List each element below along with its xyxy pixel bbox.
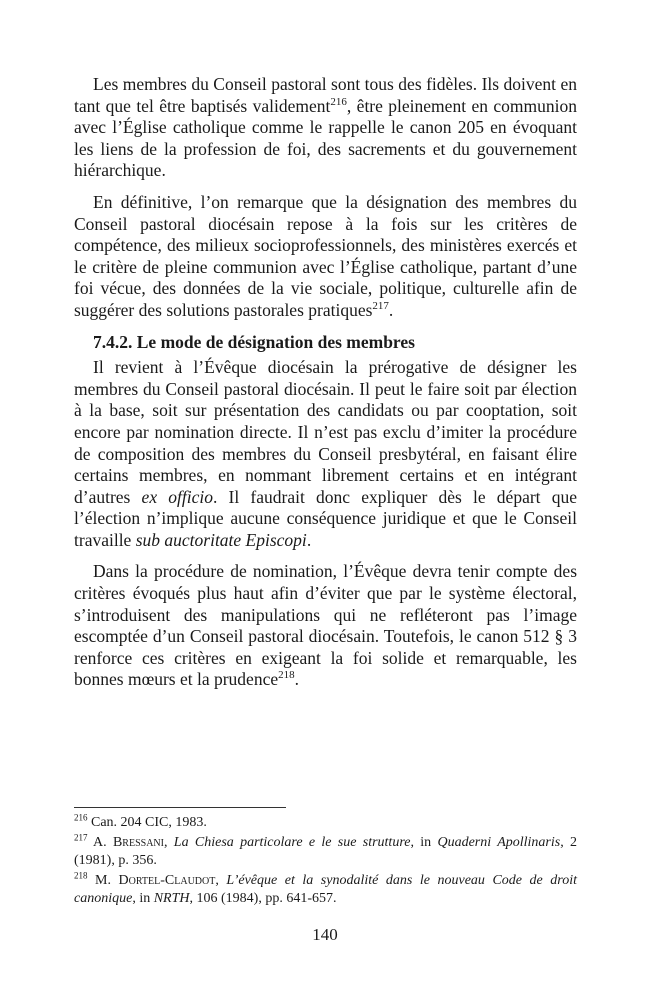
footnote-ref-217[interactable]: 217 bbox=[372, 300, 389, 313]
page-number: 140 bbox=[312, 925, 338, 944]
footnote-journal: Quaderni Apollinaris bbox=[437, 835, 561, 850]
footnote-ref-218[interactable]: 218 bbox=[278, 669, 295, 682]
paragraph-designation-mode: Il revient à l’Évêque diocésain la prérogative de désigner les membres du Conseil pastoral diocésain. Il peut le faire soit par élection à la base, soit sur présentation des candidats ou par cooptation, soit encore par nomination directe. Il n’est pas exclu d’imiter la procédure de composition des membres du Conseil presbytéral, en faisant élire certains membres, en nommant librement certains et en intégrant d’autres ex officio. Il faudrait donc expliquer dès le départ que l’élection n’implique aucune conséquence juridique et que le Conseil travaille sub auctoritate Episcopi. bbox=[74, 357, 577, 550]
footnote-author: Bressani bbox=[112, 835, 164, 850]
footnote-217: $^{217}$ A. Bressani, La Chiesa particolare e le sue strutture, in Quaderni Apollinaris, 2 (1981), p. 356. bbox=[74, 832, 578, 868]
paragraph-members-faithful: Les membres du Conseil pastoral sont tous des fidèles. Ils doivent en tant que tel être baptisés validement$^{216}$, être pleinement en communion avec l’Église catholique comme le rappelle le canon 205 en évoquant les liens de la profession de foi, des sacrements et du gouvernement hiérarchique. bbox=[74, 74, 577, 181]
footnote-journal: NRTH bbox=[153, 891, 190, 906]
footnote-218: $^{218}$ M. Dortel-Claudot, L’évêque et la synodalité dans le nouveau Code de droit canonique, in NRTH, 106 (1984), pp. 641-657. bbox=[74, 870, 578, 906]
paragraph-nomination-procedure: Dans la procédure de nomination, l’Évêque devra tenir compte des critères évoqués plus haut afin d’éviter que par le système électoral, s’introduisent des manipulations qui ne refléteront pas l’image escomptée d’un Conseil pastoral diocésain. Toutefois, le canon 512 § 3 renforce ces critères en exigeant la foi solide et remarquable, les bonnes mœurs et la prudence$^{218}$. bbox=[74, 561, 577, 690]
footnote-title: L’évêque et la synodalité dans le nouveau Code de droit canonique bbox=[74, 873, 578, 906]
italic-sub-auctoritate: sub auctoritate Episcopi bbox=[135, 529, 307, 550]
footnotes bbox=[74, 814, 577, 910]
section-heading: 7.4.2. Le mode de désignation des membres bbox=[93, 331, 415, 352]
footnote-216: $^{216}$ Can. 204 CIC, 1983. bbox=[74, 812, 207, 830]
footnote-title: La Chiesa particolare e le sue strutture bbox=[173, 835, 411, 850]
footnote-author: Dortel-Claudot bbox=[118, 873, 216, 888]
page-body bbox=[74, 74, 577, 701]
footnote-ref-216[interactable]: 216 bbox=[330, 95, 347, 108]
italic-ex-officio: ex officio bbox=[141, 486, 213, 507]
footnote-separator bbox=[74, 807, 286, 808]
paragraph-designation-summary: En définitive, l’on remarque que la désignation des membres du Conseil pastoral diocésain repose à la fois sur les critères de compétence, des milieux socioprofessionnels, des ministères exercés et le critère de pleine communion avec l’Église catholique, partant d’une foi vécue, des données de la vie sociale, politique, culturelle afin de suggérer des solutions pastorales pratiques$^{217}$. bbox=[74, 191, 577, 320]
